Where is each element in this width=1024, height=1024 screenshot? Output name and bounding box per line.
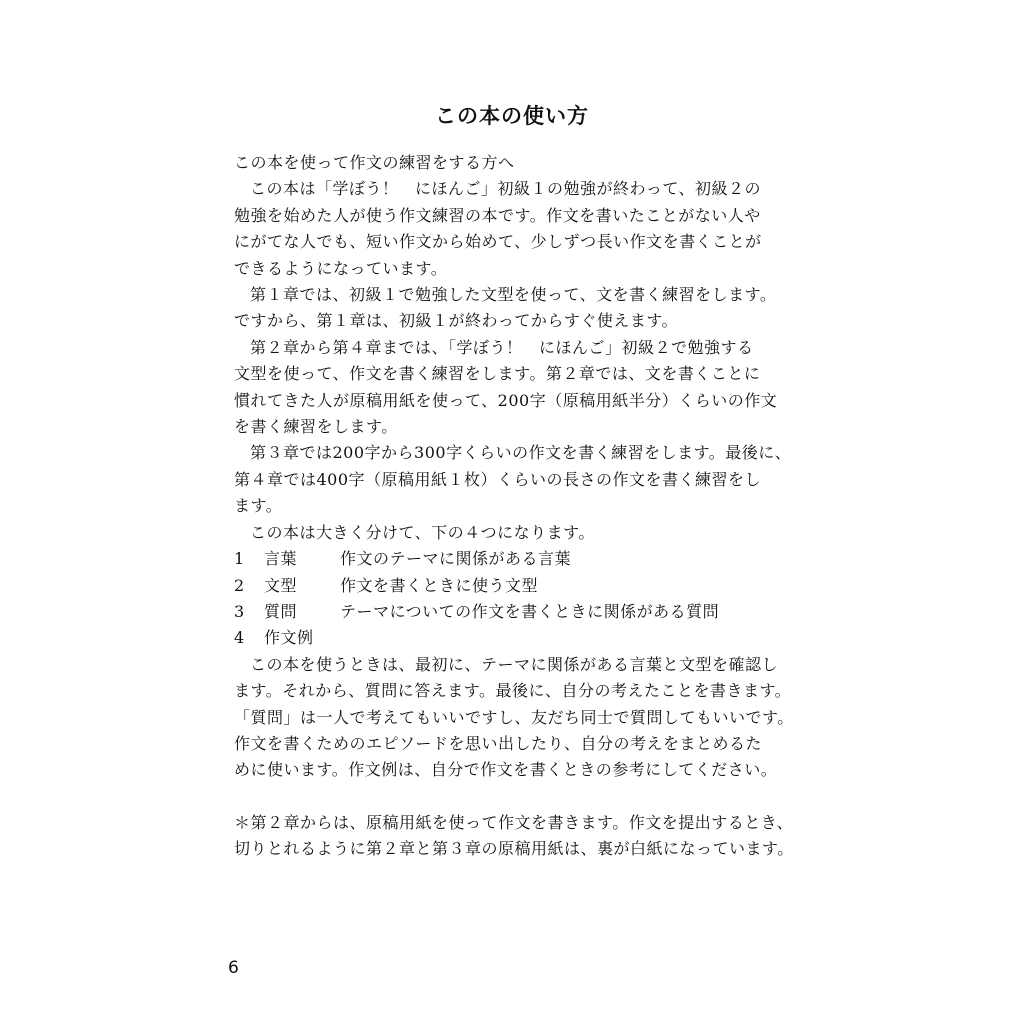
para6-line: この本を使うときは、最初に、テーマに関係がある言葉と文型を確認し [250, 654, 779, 674]
list-desc: 作文を書くときに使う文型 [340, 575, 539, 595]
para6-line: 「質問」は一人で考えてもいいですし、友だち同士で質問してもいいです。 [234, 707, 794, 727]
para1-line: できるようになっています。 [234, 258, 448, 278]
para3-line: を書く練習をします。 [234, 417, 398, 437]
footnote-line: ＊第２章からは、原稿用紙を使って作文を書きます。作文を提出するとき、 [234, 812, 794, 832]
para2-line: ですから、第１章は、初級１が終わってからすぐ使えます。 [234, 311, 679, 331]
para6-line: めに使います。作文例は、自分で作文を書くときの参考にしてください。 [234, 760, 778, 780]
para1-line: この本は「学ぼう！ にほんご」初級１の勉強が終わって、初級２の [250, 179, 762, 199]
list-item [234, 573, 794, 599]
para3-line: 第２章から第４章までは、「学ぼう！ にほんご」初級２で勉強する [250, 337, 754, 357]
list-term: 文型 [264, 575, 298, 595]
list-desc: テーマについての作文を書くときに関係がある質問 [340, 601, 720, 621]
para2-line: 第１章では、初級１で勉強した文型を使って、文を書く練習をします。 [250, 285, 777, 305]
list-term: 言葉 [264, 549, 298, 569]
list-term: 質問 [264, 601, 298, 621]
para3-line: 慣れてきた人が原稿用紙を使って、200字（原稿用紙半分）くらいの作文 [234, 390, 778, 410]
spacer [234, 784, 794, 810]
list-item [234, 625, 794, 651]
list-item [234, 546, 794, 572]
list-number: 3 [234, 601, 245, 621]
section-heading: この本を使って作文の練習をする方へ [234, 153, 515, 172]
para4-line: 第３章では200字から300字くらいの作文を書く練習をします。最後に、 [250, 443, 792, 463]
list-term: 作文例 [264, 628, 314, 648]
para3-line: 文型を使って、作文を書く練習をします。第２章では、文を書くことに [234, 364, 761, 384]
list-number: 2 [234, 575, 245, 595]
para5-line: この本は大きく分けて、下の４つになります。 [250, 522, 595, 542]
para1-line: にがてな人でも、短い作文から始めて、少しずつ長い作文を書くことが [234, 232, 762, 252]
para1-line: 勉強を始めた人が使う作文練習の本です。作文を書いたことがない人や [234, 205, 761, 225]
list-number: 4 [234, 628, 245, 648]
list-desc: 作文のテーマに関係がある言葉 [340, 549, 572, 569]
para4-line: ます。 [234, 496, 283, 516]
body-text [234, 150, 794, 863]
list-item [234, 599, 794, 625]
list-number: 1 [234, 549, 245, 569]
page-title: この本の使い方 [435, 104, 589, 128]
para4-line: 第４章では400字（原稿用紙１枚）くらいの長さの作文を書く練習をし [234, 469, 762, 489]
para6-line: 作文を書くためのエピソードを思い出したり、自分の考えをまとめるた [234, 733, 763, 753]
para6-line: ます。それから、質問に答えます。最後に、自分の考えたことを書きます。 [234, 681, 792, 701]
footnote-line: 切りとれるように第２章と第３章の原稿用紙は、裏が白紙になっています。 [234, 839, 794, 859]
page-number: 6 [228, 958, 239, 978]
